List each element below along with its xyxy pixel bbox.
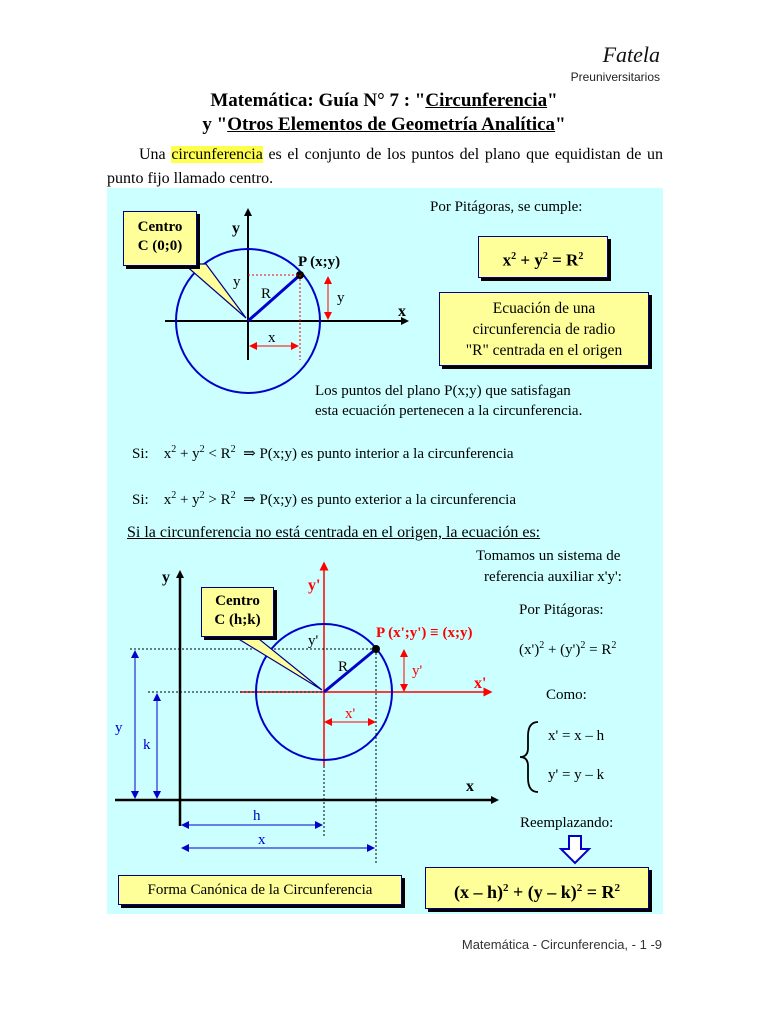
brand-subtitle: Preuniversitarios bbox=[570, 70, 660, 84]
substitution-x: x' = x – h bbox=[548, 728, 605, 744]
d1-axis-x-label: x bbox=[398, 303, 406, 320]
canonical-form-label-box: Forma Canónica de la Circunferencia bbox=[118, 875, 402, 905]
d2-leg-y-prime-left: y' bbox=[308, 633, 319, 649]
d1-leg-y-left: y bbox=[233, 274, 241, 290]
exterior-condition: Si: $x^2 + y^2 > R^2$ ⇒ P(x;y) es punto exterior a la circunferencia bbox=[132, 490, 517, 508]
page-title-line2: y "Otros Elementos de Geometría Analítica" bbox=[202, 114, 566, 135]
d1-axis-y-label: y bbox=[232, 220, 240, 237]
d1-leg-y-right: y bbox=[337, 290, 345, 306]
d2-axis-y-label: y bbox=[162, 569, 170, 586]
prime-equation: $(x')^2 + (y')^2 = R^2$ bbox=[519, 640, 617, 658]
circle-origin-diagram bbox=[165, 212, 405, 393]
intro-paragraph: Una circunferencia es el conjunto de los puntos del plano que equidistan de un punto fijo llamado centro. bbox=[107, 146, 664, 187]
points-text-line2: esta ecuación pertenecen a la circunferencia. bbox=[315, 403, 583, 419]
pitagoras-label-2: Por Pitágoras: bbox=[519, 602, 604, 618]
highlighted-term: circunferencia bbox=[171, 146, 263, 163]
d2-axis-x-label: x bbox=[466, 778, 474, 795]
canonical-equation-box: $(x - h)^2 + (y - k)^2 = R^2$ bbox=[425, 867, 649, 909]
aux-text-line2: referencia auxiliar x'y': bbox=[484, 569, 622, 585]
section2-heading: Si la circunferencia no está centrada en el origen, la ecuación es: bbox=[127, 524, 541, 541]
d2-dim-y: y bbox=[115, 720, 123, 736]
d2-dim-x: x bbox=[258, 832, 266, 848]
title-topic: Circunferencia bbox=[425, 90, 548, 111]
center-hk-callout: Centro C (h;k) bbox=[201, 587, 274, 637]
page-title-line1: Matemática: Guía N° 7 : "Circunferencia" bbox=[210, 90, 558, 111]
d1-point-label: P (x;y) bbox=[298, 254, 341, 270]
d1-leg-x: x bbox=[268, 330, 276, 346]
callout-pointer-1 bbox=[184, 264, 246, 318]
circle-equation-box: $x^2 + y^2 = R^2$ bbox=[478, 236, 608, 278]
points-text-line1: Los puntos del plano P(x;y) que satisfagan bbox=[315, 383, 571, 399]
brand-name: Fatela bbox=[602, 42, 660, 67]
d2-leg-y-prime-right: y' bbox=[412, 663, 423, 679]
interior-condition: Si: $x^2 + y^2 < R^2$ ⇒ P(x;y) es punto interior a la circunferencia bbox=[132, 444, 514, 462]
circle-shifted-diagram bbox=[115, 566, 495, 864]
page-footer: Matemática - Circunferencia, - 1 -9 bbox=[461, 937, 662, 952]
reemplazando-label: Reemplazando: bbox=[520, 815, 614, 831]
d2-radius-label: R bbox=[338, 659, 349, 675]
center-origin-callout: Centro C (0;0) bbox=[123, 211, 197, 266]
d2-leg-x-prime: x' bbox=[345, 706, 356, 722]
d2-aux-y-label: y' bbox=[308, 577, 321, 594]
pitagoras-label-1: Por Pitágoras, se cumple: bbox=[430, 199, 583, 215]
equation-description-box: Ecuación de una circunferencia de radio "R" centrada en el origen bbox=[439, 292, 649, 366]
aux-text-line1: Tomamos un sistema de bbox=[476, 548, 621, 564]
d2-aux-x-label: x' bbox=[474, 675, 487, 692]
substitution-y: y' = y – k bbox=[548, 767, 605, 783]
d2-dim-k: k bbox=[143, 737, 151, 753]
d2-dim-h: h bbox=[253, 808, 261, 824]
down-arrow-icon bbox=[561, 836, 589, 863]
d1-radius-label: R bbox=[261, 286, 272, 302]
d2-point-label: P (x';y') ≡ (x;y) bbox=[376, 625, 473, 641]
como-label: Como: bbox=[546, 687, 587, 703]
title-subtopic: Otros Elementos de Geometría Analítica bbox=[227, 114, 556, 135]
brace-icon bbox=[520, 722, 538, 792]
